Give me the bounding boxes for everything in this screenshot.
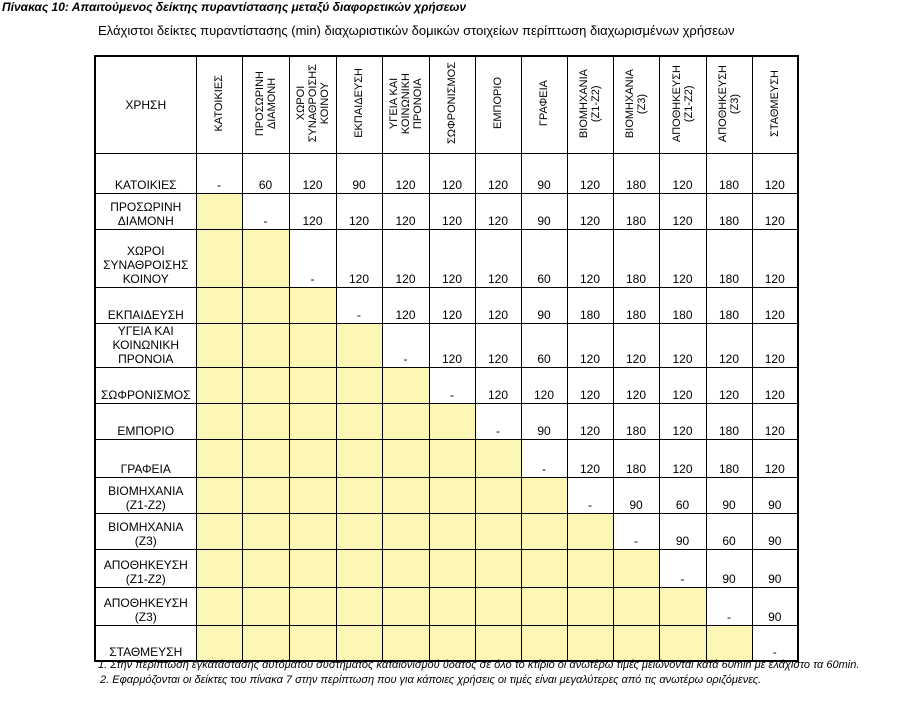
footnotes bbox=[98, 658, 888, 687]
empty-shaded-cell bbox=[196, 323, 242, 367]
value-cell: 120 bbox=[659, 153, 706, 193]
value-cell: 120 bbox=[659, 229, 706, 287]
empty-shaded-cell bbox=[336, 549, 382, 587]
value-cell: 90 bbox=[521, 153, 567, 193]
value-cell: 120 bbox=[567, 229, 613, 287]
empty-shaded-cell bbox=[429, 513, 475, 549]
value-cell: 120 bbox=[706, 323, 752, 367]
column-header bbox=[752, 56, 798, 153]
empty-shaded-cell bbox=[242, 549, 289, 587]
value-cell: 120 bbox=[659, 403, 706, 439]
value-cell: 120 bbox=[659, 193, 706, 229]
column-header bbox=[613, 56, 659, 153]
empty-shaded-cell bbox=[521, 587, 567, 625]
empty-shaded-cell bbox=[336, 323, 382, 367]
empty-shaded-cell bbox=[196, 513, 242, 549]
value-cell: 120 bbox=[475, 367, 521, 403]
value-cell: 180 bbox=[706, 153, 752, 193]
value-cell: 120 bbox=[336, 229, 382, 287]
empty-shaded-cell bbox=[196, 193, 242, 229]
empty-shaded-cell bbox=[429, 439, 475, 477]
column-header-label: ΣΤΑΘΜΕΥΣΗ bbox=[768, 69, 781, 137]
empty-shaded-cell bbox=[289, 625, 336, 661]
column-header bbox=[567, 56, 613, 153]
empty-shaded-cell bbox=[659, 587, 706, 625]
row-header: ΒΙΟΜΗΧΑΝΙΑ (Ζ1-Ζ2) bbox=[95, 477, 196, 513]
value-cell: 120 bbox=[752, 193, 798, 229]
empty-shaded-cell bbox=[289, 513, 336, 549]
value-cell: 120 bbox=[567, 367, 613, 403]
empty-shaded-cell bbox=[196, 625, 242, 661]
column-header bbox=[196, 56, 242, 153]
column-header bbox=[289, 56, 336, 153]
value-cell: 120 bbox=[382, 153, 429, 193]
table-row bbox=[95, 625, 798, 661]
empty-shaded-cell bbox=[196, 403, 242, 439]
empty-shaded-cell bbox=[289, 403, 336, 439]
empty-shaded-cell bbox=[382, 513, 429, 549]
value-cell: - bbox=[706, 587, 752, 625]
table-subtitle: Ελάχιστοι δείκτες πυραντίστασης (min) διαχωριστικών δομικών στοιχείων περίπτωση διαχωρισμένων χρήσεων bbox=[98, 23, 735, 38]
column-header-label: ΧΩΡΟΙ ΣΥΝΑΘΡΟΙΣΗΣ ΚΟΙΝΟΥ bbox=[294, 64, 331, 143]
empty-shaded-cell bbox=[382, 587, 429, 625]
value-cell: 120 bbox=[289, 153, 336, 193]
value-cell: 180 bbox=[613, 439, 659, 477]
column-header-label: ΒΙΟΜΗΧΑΝΙΑ (Ζ3) bbox=[624, 68, 648, 138]
empty-shaded-cell bbox=[242, 287, 289, 323]
empty-shaded-cell bbox=[289, 367, 336, 403]
value-cell: 120 bbox=[752, 287, 798, 323]
column-header-label: ΒΙΟΜΗΧΑΝΙΑ (Ζ1-Ζ2) bbox=[578, 68, 602, 138]
column-header-label: ΠΡΟΣΩΡΙΝΗ ΔΙΑΜΟΝΗ bbox=[253, 70, 278, 136]
column-header-label: ΕΜΠΟΡΙΟ bbox=[492, 77, 504, 130]
value-cell: 120 bbox=[567, 193, 613, 229]
empty-shaded-cell bbox=[613, 549, 659, 587]
value-cell: 120 bbox=[429, 229, 475, 287]
value-cell: 60 bbox=[521, 323, 567, 367]
value-cell: 120 bbox=[429, 287, 475, 323]
empty-shaded-cell bbox=[196, 229, 242, 287]
column-header-label: ΓΡΑΦΕΙΑ bbox=[538, 80, 550, 127]
empty-shaded-cell bbox=[242, 229, 289, 287]
empty-shaded-cell bbox=[196, 287, 242, 323]
empty-shaded-cell bbox=[196, 439, 242, 477]
value-cell: 120 bbox=[752, 153, 798, 193]
empty-shaded-cell bbox=[336, 625, 382, 661]
empty-shaded-cell bbox=[475, 439, 521, 477]
row-header: ΒΙΟΜΗΧΑΝΙΑ (Ζ3) bbox=[95, 513, 196, 549]
value-cell: 120 bbox=[706, 367, 752, 403]
value-cell: 120 bbox=[289, 193, 336, 229]
value-cell: 120 bbox=[613, 323, 659, 367]
empty-shaded-cell bbox=[336, 477, 382, 513]
empty-shaded-cell bbox=[429, 477, 475, 513]
value-cell: 180 bbox=[613, 193, 659, 229]
value-cell: 120 bbox=[659, 323, 706, 367]
value-cell: 120 bbox=[382, 193, 429, 229]
value-cell: 120 bbox=[429, 323, 475, 367]
column-header-label: ΑΠΟΘΗΚΕΥΣΗ (Ζ1-Ζ2) bbox=[670, 64, 695, 142]
empty-shaded-cell bbox=[289, 323, 336, 367]
column-header bbox=[659, 56, 706, 153]
table-row bbox=[95, 229, 798, 287]
column-header bbox=[429, 56, 475, 153]
empty-shaded-cell bbox=[382, 439, 429, 477]
value-cell: 180 bbox=[613, 229, 659, 287]
row-header: ΠΡΟΣΩΡΙΝΗ ΔΙΑΜΟΝΗ bbox=[95, 193, 196, 229]
corner-label: ΧΡΗΣΗ bbox=[95, 56, 196, 153]
value-cell: 120 bbox=[613, 367, 659, 403]
empty-shaded-cell bbox=[521, 513, 567, 549]
empty-shaded-cell bbox=[567, 625, 613, 661]
empty-shaded-cell bbox=[659, 625, 706, 661]
value-cell: 120 bbox=[752, 323, 798, 367]
value-cell: 90 bbox=[752, 513, 798, 549]
value-cell: 120 bbox=[567, 403, 613, 439]
empty-shaded-cell bbox=[289, 477, 336, 513]
value-cell: 120 bbox=[752, 229, 798, 287]
value-cell: 60 bbox=[521, 229, 567, 287]
empty-shaded-cell bbox=[289, 439, 336, 477]
value-cell: 180 bbox=[659, 287, 706, 323]
value-cell: - bbox=[382, 323, 429, 367]
empty-shaded-cell bbox=[567, 513, 613, 549]
column-header-label: ΚΑΤΟΙΚΙΕΣ bbox=[213, 74, 225, 132]
value-cell: - bbox=[429, 367, 475, 403]
empty-shaded-cell bbox=[336, 439, 382, 477]
empty-shaded-cell bbox=[382, 625, 429, 661]
value-cell: - bbox=[242, 193, 289, 229]
empty-shaded-cell bbox=[567, 549, 613, 587]
value-cell: 120 bbox=[659, 439, 706, 477]
footnote-1: 1. Στην περίπτωση εγκατάστασης αυτόματου συστήματος καταιονισμού ύδατος σε όλο το κτίριο οι ανωτέρω τιμές μειώνονται κατά 60min με ελάχιστο τα 60min. bbox=[98, 659, 860, 671]
value-cell: - bbox=[336, 287, 382, 323]
empty-shaded-cell bbox=[475, 477, 521, 513]
table-row bbox=[95, 193, 798, 229]
table-row bbox=[95, 367, 798, 403]
empty-shaded-cell bbox=[196, 477, 242, 513]
column-header bbox=[521, 56, 567, 153]
value-cell: 180 bbox=[613, 403, 659, 439]
value-cell: 120 bbox=[567, 439, 613, 477]
empty-shaded-cell bbox=[336, 367, 382, 403]
row-header: ΣΩΦΡΟΝΙΣΜΟΣ bbox=[95, 367, 196, 403]
value-cell: 120 bbox=[521, 367, 567, 403]
empty-shaded-cell bbox=[242, 477, 289, 513]
empty-shaded-cell bbox=[242, 403, 289, 439]
empty-shaded-cell bbox=[382, 477, 429, 513]
value-cell: 120 bbox=[752, 367, 798, 403]
value-cell: 120 bbox=[752, 439, 798, 477]
empty-shaded-cell bbox=[289, 287, 336, 323]
column-header bbox=[706, 56, 752, 153]
column-header-label: ΕΚΠΑΙΔΕΥΣΗ bbox=[353, 68, 365, 139]
value-cell: 180 bbox=[706, 403, 752, 439]
value-cell: 120 bbox=[429, 153, 475, 193]
value-cell: 120 bbox=[429, 193, 475, 229]
value-cell: - bbox=[521, 439, 567, 477]
value-cell: 120 bbox=[752, 403, 798, 439]
empty-shaded-cell bbox=[336, 513, 382, 549]
value-cell: 180 bbox=[567, 287, 613, 323]
value-cell: 90 bbox=[752, 549, 798, 587]
empty-shaded-cell bbox=[429, 587, 475, 625]
table-row bbox=[95, 439, 798, 477]
empty-shaded-cell bbox=[242, 323, 289, 367]
column-header-label: ΥΓΕΙΑ ΚΑΙ ΚΟΙΝΩΝΙΚΗ ΠΡΟΝΟΙΑ bbox=[387, 72, 424, 134]
empty-shaded-cell bbox=[242, 367, 289, 403]
value-cell: 90 bbox=[521, 193, 567, 229]
row-header: ΧΩΡΟΙ ΣΥΝΑΘΡΟΙΣΗΣ ΚΟΙΝΟΥ bbox=[95, 229, 196, 287]
table-row bbox=[95, 403, 798, 439]
empty-shaded-cell bbox=[521, 549, 567, 587]
row-header: ΕΜΠΟΡΙΟ bbox=[95, 403, 196, 439]
value-cell: 60 bbox=[242, 153, 289, 193]
row-header: ΑΠΟΘΗΚΕΥΣΗ (Ζ3) bbox=[95, 587, 196, 625]
value-cell: 180 bbox=[613, 153, 659, 193]
value-cell: 90 bbox=[336, 153, 382, 193]
column-header bbox=[382, 56, 429, 153]
value-cell: 180 bbox=[706, 287, 752, 323]
row-header: ΕΚΠΑΙΔΕΥΣΗ bbox=[95, 287, 196, 323]
footnote-2: 2. Εφαρμόζονται οι δείκτες του πίνακα 7 στην περίπτωση που για κάποιες χρήσεις οι τιμές είναι μεγαλύτερες από τις ανωτέρω οριζόμενες. bbox=[100, 674, 762, 686]
value-cell: - bbox=[752, 625, 798, 661]
empty-shaded-cell bbox=[196, 587, 242, 625]
empty-shaded-cell bbox=[429, 549, 475, 587]
empty-shaded-cell bbox=[382, 367, 429, 403]
table-row bbox=[95, 587, 798, 625]
value-cell: 90 bbox=[613, 477, 659, 513]
empty-shaded-cell bbox=[521, 625, 567, 661]
value-cell: - bbox=[475, 403, 521, 439]
value-cell: 120 bbox=[475, 229, 521, 287]
row-header: ΑΠΟΘΗΚΕΥΣΗ (Ζ1-Ζ2) bbox=[95, 549, 196, 587]
empty-shaded-cell bbox=[196, 367, 242, 403]
empty-shaded-cell bbox=[382, 403, 429, 439]
empty-shaded-cell bbox=[429, 625, 475, 661]
row-header: ΚΑΤΟΙΚΙΕΣ bbox=[95, 153, 196, 193]
table-row bbox=[95, 513, 798, 549]
empty-shaded-cell bbox=[475, 625, 521, 661]
value-cell: 90 bbox=[659, 513, 706, 549]
value-cell: 180 bbox=[706, 229, 752, 287]
value-cell: 90 bbox=[706, 477, 752, 513]
table-row bbox=[95, 549, 798, 587]
table-row bbox=[95, 323, 798, 367]
value-cell: 90 bbox=[706, 549, 752, 587]
value-cell: 90 bbox=[752, 477, 798, 513]
value-cell: - bbox=[289, 229, 336, 287]
empty-shaded-cell bbox=[475, 513, 521, 549]
column-header bbox=[336, 56, 382, 153]
value-cell: 180 bbox=[706, 193, 752, 229]
value-cell: 180 bbox=[613, 287, 659, 323]
value-cell: 120 bbox=[475, 323, 521, 367]
value-cell: 180 bbox=[706, 439, 752, 477]
value-cell: - bbox=[613, 513, 659, 549]
value-cell: 120 bbox=[567, 323, 613, 367]
value-cell: 120 bbox=[475, 193, 521, 229]
table-row bbox=[95, 153, 798, 193]
empty-shaded-cell bbox=[429, 403, 475, 439]
empty-shaded-cell bbox=[289, 549, 336, 587]
row-header: ΣΤΑΘΜΕΥΣΗ bbox=[95, 625, 196, 661]
empty-shaded-cell bbox=[613, 587, 659, 625]
empty-shaded-cell bbox=[475, 587, 521, 625]
value-cell: 120 bbox=[382, 287, 429, 323]
value-cell: 120 bbox=[382, 229, 429, 287]
value-cell: 90 bbox=[521, 287, 567, 323]
value-cell: 120 bbox=[336, 193, 382, 229]
empty-shaded-cell bbox=[706, 625, 752, 661]
column-header bbox=[242, 56, 289, 153]
table-title: Πίνακας 10: Απαιτούμενος δείκτης πυραντίστασης μεταξύ διαφορετικών χρήσεων bbox=[2, 0, 467, 14]
value-cell: 120 bbox=[659, 367, 706, 403]
column-header bbox=[475, 56, 521, 153]
value-cell: 90 bbox=[521, 403, 567, 439]
value-cell: 120 bbox=[475, 287, 521, 323]
empty-shaded-cell bbox=[242, 439, 289, 477]
value-cell: 60 bbox=[659, 477, 706, 513]
table-row bbox=[95, 287, 798, 323]
table-row bbox=[95, 477, 798, 513]
value-cell: 120 bbox=[567, 153, 613, 193]
fire-resistance-table bbox=[94, 55, 799, 662]
empty-shaded-cell bbox=[475, 549, 521, 587]
value-cell: - bbox=[659, 549, 706, 587]
empty-shaded-cell bbox=[242, 587, 289, 625]
value-cell: 90 bbox=[752, 587, 798, 625]
row-header: ΓΡΑΦΕΙΑ bbox=[95, 439, 196, 477]
empty-shaded-cell bbox=[289, 587, 336, 625]
empty-shaded-cell bbox=[382, 549, 429, 587]
value-cell: - bbox=[567, 477, 613, 513]
empty-shaded-cell bbox=[336, 403, 382, 439]
value-cell: 60 bbox=[706, 513, 752, 549]
value-cell: 120 bbox=[475, 153, 521, 193]
empty-shaded-cell bbox=[567, 587, 613, 625]
column-header-label: ΑΠΟΘΗΚΕΥΣΗ (Ζ3) bbox=[717, 64, 741, 142]
empty-shaded-cell bbox=[336, 587, 382, 625]
empty-shaded-cell bbox=[242, 513, 289, 549]
empty-shaded-cell bbox=[521, 477, 567, 513]
value-cell: - bbox=[196, 153, 242, 193]
empty-shaded-cell bbox=[242, 625, 289, 661]
empty-shaded-cell bbox=[613, 625, 659, 661]
column-header-label: ΣΩΦΡΟΝΙΣΜΟΣ bbox=[446, 62, 458, 145]
row-header: ΥΓΕΙΑ ΚΑΙ ΚΟΙΝΩΝΙΚΗ ΠΡΟΝΟΙΑ bbox=[95, 323, 196, 367]
empty-shaded-cell bbox=[196, 549, 242, 587]
